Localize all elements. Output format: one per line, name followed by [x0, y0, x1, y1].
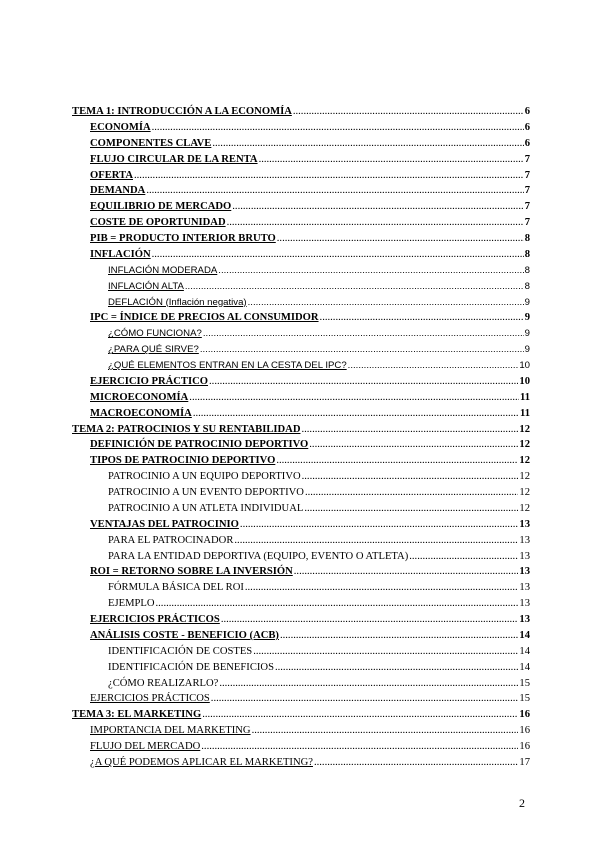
toc-entry[interactable] [72, 136, 530, 152]
toc-entry-title: FLUJO DEL MERCADO [90, 741, 201, 752]
toc-dot-leader [219, 676, 518, 692]
toc-dot-leader [189, 390, 519, 406]
toc-entry-title: INFLACIÓN ALTA [108, 280, 184, 292]
toc-entry[interactable] [72, 104, 530, 120]
toc-entry-page: 11 [519, 391, 530, 403]
toc-dot-leader [314, 755, 518, 771]
toc-dot-leader [275, 660, 518, 676]
toc-entry-page: 13 [519, 550, 530, 562]
toc-entry-title: IPC = ÍNDICE DE PRECIOS AL CONSUMIDOR [90, 312, 319, 324]
toc-entry-title: TEMA 1: INTRODUCCIÓN A LA ECONOMÍA [72, 106, 292, 117]
toc-dot-leader [248, 295, 524, 311]
toc-dot-leader [152, 120, 524, 136]
toc-entry[interactable] [72, 564, 530, 580]
toc-entry-page: 14 [519, 629, 530, 641]
toc-dot-leader [301, 422, 518, 438]
toc-entry-title: MICROECONOMÍA [90, 391, 189, 403]
toc-dot-leader [240, 517, 518, 533]
toc-entry-title: OFERTA [90, 169, 133, 181]
toc-dot-leader [302, 469, 519, 485]
toc-entry-title: IDENTIFICACIÓN DE COSTES [108, 645, 253, 657]
toc-entry-page: 10 [519, 375, 530, 387]
toc-entry-page: 14 [519, 645, 530, 657]
toc-dot-leader [152, 247, 524, 263]
toc-entry-title: ANÁLISIS COSTE - BENEFICIO (ACB) [90, 629, 279, 641]
toc-dot-leader [218, 263, 523, 279]
toc-entry-title: ROI = RETORNO SOBRE LA INVERSIÓN [90, 566, 293, 578]
toc-entry-page: 7 [524, 217, 530, 229]
toc-entry[interactable] [72, 199, 530, 215]
toc-entry-title: ¿QUÉ ELEMENTOS ENTRAN EN LA CESTA DEL IPC? [108, 360, 347, 371]
toc-entry[interactable] [72, 374, 530, 390]
toc-dot-leader [293, 104, 524, 120]
toc-entry-title: ¿CÓMO FUNCIONA? [108, 328, 202, 340]
toc-entry-page: 13 [519, 614, 530, 625]
toc-entry-title: DEMANDA [90, 185, 146, 197]
toc-entry-title: TIPOS DE PATROCINIO DEPORTIVO [90, 455, 276, 467]
toc-dot-leader [221, 612, 519, 628]
toc-entry-page: 6 [524, 106, 530, 117]
toc-dot-leader [276, 453, 518, 469]
toc-entry[interactable] [72, 247, 530, 263]
toc-entry[interactable] [72, 707, 530, 723]
toc-entry-page: 12 [519, 487, 530, 498]
toc-entry-page: 14 [519, 661, 530, 673]
toc-entry-title: TEMA 2: PATROCINIOS Y SU RENTABILIDAD [72, 423, 301, 435]
toc-entry-title: PARA EL PATROCINADOR [108, 534, 234, 546]
toc-entry-title: COMPONENTES CLAVE [90, 137, 212, 149]
toc-entry[interactable] [72, 279, 530, 295]
toc-entry-page: 12 [519, 423, 530, 435]
toc-entry-page: 7 [524, 169, 530, 181]
toc-entry-title: COSTE DE OPORTUNIDAD [90, 217, 226, 229]
toc-entry[interactable] [72, 342, 530, 358]
toc-entry[interactable] [72, 453, 530, 469]
toc-entry[interactable] [72, 485, 530, 501]
toc-entry-title: PARA LA ENTIDAD DEPORTIVA (EQUIPO, EVENTO O ATLETA) [108, 550, 409, 562]
toc-dot-leader [202, 707, 518, 723]
toc-dot-leader [209, 374, 518, 390]
toc-dot-leader [305, 485, 518, 501]
toc-entry-page: 12 [519, 455, 530, 467]
toc-entry-page: 8 [524, 280, 530, 292]
toc-dot-leader [320, 310, 524, 326]
toc-dot-leader [200, 342, 524, 358]
toc-entry-title: PATROCINIO A UN EQUIPO DEPORTIVO [108, 471, 301, 483]
toc-entry-page: 15 [519, 693, 530, 705]
toc-entry-page: 8 [524, 264, 530, 276]
toc-dot-leader [134, 168, 524, 184]
toc-entry-page: 9 [524, 312, 530, 324]
toc-dot-leader [245, 580, 519, 596]
toc-dot-leader [409, 549, 518, 565]
toc-entry[interactable] [72, 326, 530, 342]
toc-entry[interactable] [72, 469, 530, 485]
toc-entry-page: 9 [524, 296, 530, 308]
toc-entry[interactable] [72, 120, 530, 136]
toc-entry-page: 13 [519, 566, 530, 578]
toc-dot-leader [185, 279, 524, 295]
toc-entry-title: EJERCICIOS PRÁCTICOS [90, 614, 220, 625]
toc-dot-leader [259, 152, 524, 168]
toc-entry-title: ¿A QUÉ PODEMOS APLICAR EL MARKETING? [90, 756, 313, 768]
toc-entry[interactable] [72, 390, 530, 406]
toc-dot-leader [232, 199, 523, 215]
toc-entry[interactable] [72, 628, 530, 644]
toc-entry-title: PATROCINIO A UN ATLETA INDIVIDUAL [108, 502, 304, 514]
toc-entry-title: EQUILIBRIO DE MERCADO [90, 201, 232, 213]
toc-dot-leader [304, 501, 518, 517]
toc-entry-page: 12 [519, 439, 530, 451]
toc-dot-leader [193, 406, 519, 422]
toc-dot-leader [252, 723, 519, 739]
toc-entry[interactable] [72, 723, 530, 739]
toc-entry-page: 13 [519, 518, 530, 530]
toc-entry[interactable] [72, 422, 530, 438]
toc-entry-title: INFLACIÓN [90, 248, 151, 260]
toc-entry-page: 6 [524, 137, 530, 149]
toc-entry-page: 13 [519, 582, 530, 594]
toc-dot-leader [253, 644, 518, 660]
table-of-contents [72, 104, 530, 771]
toc-dot-leader [348, 358, 519, 374]
toc-entry-page: 15 [519, 677, 530, 689]
toc-entry-title: DEFINICIÓN DE PATROCINIO DEPORTIVO [90, 439, 309, 451]
toc-entry-title: IDENTIFICACIÓN DE BENEFICIOS [108, 661, 274, 673]
toc-entry-title: ECONOMÍA [90, 121, 151, 133]
toc-entry-title: ¿CÓMO REALIZARLO? [108, 677, 219, 689]
toc-entry[interactable] [72, 152, 530, 168]
toc-entry[interactable] [72, 755, 530, 771]
toc-entry-title: MACROECONOMÍA [90, 407, 192, 419]
toc-entry-title: INFLACIÓN MODERADA [108, 264, 218, 276]
toc-dot-leader [201, 739, 518, 755]
toc-entry[interactable] [72, 596, 530, 612]
toc-entry-title: EJEMPLO [108, 598, 155, 610]
toc-entry[interactable] [72, 168, 530, 184]
toc-entry-title: PATROCINIO A UN EVENTO DEPORTIVO [108, 487, 304, 498]
toc-dot-leader [309, 437, 518, 453]
toc-entry-page: 12 [519, 502, 530, 514]
toc-entry[interactable] [72, 310, 530, 326]
toc-entry[interactable] [72, 644, 530, 660]
toc-dot-leader [277, 231, 524, 247]
toc-entry[interactable] [72, 437, 530, 453]
toc-entry-title: PIB = PRODUCTO INTERIOR BRUTO [90, 233, 276, 244]
toc-entry-page: 17 [519, 756, 530, 768]
toc-dot-leader [234, 533, 518, 549]
toc-entry-title: IMPORTANCIA DEL MARKETING [90, 725, 251, 737]
toc-entry-page: 8 [524, 233, 530, 244]
toc-entry-page: 13 [519, 598, 530, 610]
toc-entry[interactable] [72, 358, 530, 374]
toc-entry-page: 7 [524, 185, 530, 197]
toc-entry[interactable] [72, 580, 530, 596]
toc-entry[interactable] [72, 660, 530, 676]
toc-entry-page: 16 [519, 709, 530, 721]
toc-entry-title: VENTAJAS DEL PATROCINIO [90, 518, 239, 530]
toc-entry[interactable] [72, 231, 530, 247]
toc-entry-page: 7 [524, 201, 530, 213]
toc-entry[interactable] [72, 183, 530, 199]
toc-entry[interactable] [72, 691, 530, 707]
toc-entry[interactable] [72, 676, 530, 692]
toc-entry-page: 16 [519, 725, 530, 737]
toc-entry[interactable] [72, 263, 530, 279]
toc-entry-page: 9 [524, 344, 530, 356]
toc-entry[interactable] [72, 612, 530, 628]
toc-entry-title: DEFLACIÓN (Inflación negativa) [108, 296, 247, 308]
toc-entry-title: ¿PARA QUÉ SIRVE? [108, 344, 199, 356]
toc-entry-page: 7 [524, 153, 530, 165]
toc-dot-leader [294, 564, 519, 580]
toc-entry-title: TEMA 3: EL MARKETING [72, 709, 202, 721]
toc-entry-title: FÓRMULA BÁSICA DEL ROI [108, 582, 244, 594]
page-number: 2 [519, 796, 525, 810]
toc-entry-page: 6 [524, 121, 530, 133]
toc-dot-leader [212, 136, 523, 152]
toc-entry-page: 9 [524, 328, 530, 340]
toc-entry-title: EJERCICIOS PRÁCTICOS [90, 693, 210, 705]
toc-entry[interactable] [72, 517, 530, 533]
toc-entry[interactable] [72, 533, 530, 549]
toc-entry[interactable] [72, 406, 530, 422]
toc-entry[interactable] [72, 549, 530, 565]
toc-entry-page: 11 [519, 407, 530, 419]
toc-dot-leader [203, 326, 524, 342]
toc-dot-leader [211, 691, 519, 707]
toc-entry-title: EJERCICIO PRÁCTICO [90, 375, 209, 387]
toc-entry[interactable] [72, 215, 530, 231]
toc-entry[interactable] [72, 501, 530, 517]
toc-dot-leader [156, 596, 519, 612]
toc-entry-page: 10 [519, 360, 530, 371]
toc-entry-page: 16 [519, 741, 530, 752]
toc-entry-page: 8 [524, 248, 530, 260]
toc-entry[interactable] [72, 295, 530, 311]
toc-entry-page: 12 [519, 471, 530, 483]
toc-entry-page: 13 [519, 534, 530, 546]
toc-entry[interactable] [72, 739, 530, 755]
toc-dot-leader [280, 628, 518, 644]
toc-dot-leader [146, 183, 523, 199]
toc-dot-leader [227, 215, 524, 231]
toc-entry-title: FLUJO CIRCULAR DE LA RENTA [90, 153, 258, 165]
